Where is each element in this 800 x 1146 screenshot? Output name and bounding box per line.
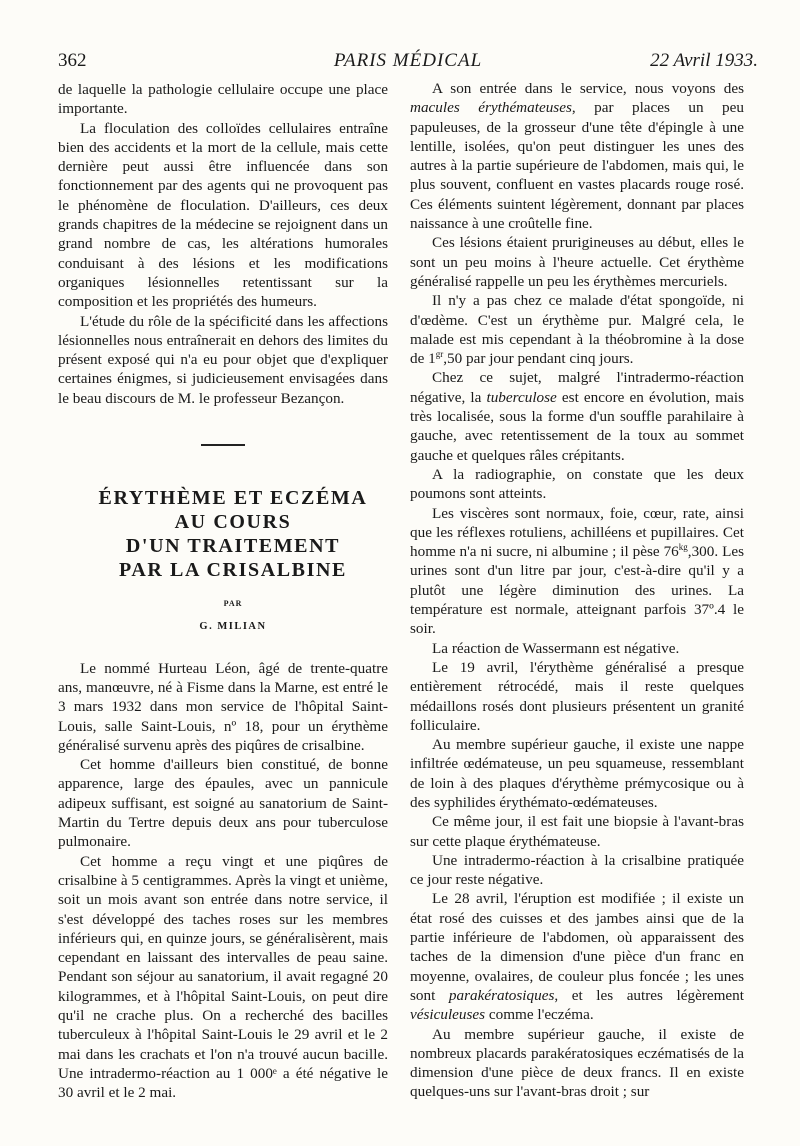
paragraph: Cet homme d'ailleurs bien constitué, de bonne apparence, large des épaules, avec un pannicule adipeux suffisant, est soigné au sanatorium de Saint-Martin du Tertre depuis deux ans pour tuberculose pulmonaire. [58,756,388,851]
paragraph: Le 28 avril, l'éruption est modifiée ; il existe un état rosé des cuisses et des jambes ainsi que de la partie inférieure de l'abdomen, où apparaissent des taches de la dimension d'une pièce d'un franc en moyenne, ovalaires, de couleur plus foncée ; les unes sont parakératosiques, et les autres légèrement vésiculeuses comme l'eczéma. [410,890,744,1024]
paragraph: L'étude du rôle de la spécificité dans les affections lésionnelles nous entraînerait en dehors des limites du présent exposé qui n'a eu pour objet que d'expliquer certaines énigmes, si judicieusement envisagées dans le beau discours de M. le professeur Bezançon. [58,312,388,407]
right-column [410,79,744,1102]
article-title: ÉRYTHÈME ET ECZÉMA AU COURS D'UN TRAITEMENT PAR LA CRISALBINE [98,487,368,582]
byline-par: PAR [223,599,243,609]
issue-date: 22 Avril 1933. [650,50,758,71]
page-header [58,50,758,74]
left-column [58,80,388,1102]
section-divider [201,444,245,446]
paragraph: A la radiographie, on constate que les deux poumons sont atteints. [410,465,744,503]
paragraph: Le 19 avril, l'érythème généralisé a presque entièrement rétrocédé, mais il reste quelques médaillons rosés dont plusieurs présentent un granité folliculaire. [410,658,744,734]
paragraph: Chez ce sujet, malgré l'intradermo-réaction négative, la tuberculose est encore en évolution, mais très localisée, sous la forme d'un souffle parahilaire à gauche, avec retentissement de la toux au sommet gauche et quelques râles crépitants. [410,369,744,464]
paragraph: Au membre supérieur gauche, il existe de nombreux placards parakératosiques eczématisés de la dimension d'une pièce de deux francs. Il en existe quelques-uns sur l'avant-bras droit ; sur [410,1025,744,1101]
paragraph: Ces lésions étaient prurigineuses au début, elles le sont un peu moins à l'heure actuelle. Cet érythème généralisé rappelle un peu les érythèmes mercuriels. [410,234,744,290]
paragraph: Au membre supérieur gauche, il existe une nappe infiltrée œdémateuse, un peu squameuse, ressemblant de loin à des plaques d'érythème prémycosique ou à des syphilides érythémato-œdémateuses. [410,736,744,811]
paragraph: Une intradermo-réaction à la crisalbine pratiquée ce jour reste négative. [410,851,744,889]
paragraph: Il n'y a pas chez ce malade d'état spongoïde, ni d'œdème. C'est un érythème pur. Malgré cela, le malade est mis cependant à la théobromine à la dose de $1^{gr},50$ par jour pendant cinq jours. [410,292,744,368]
paragraph: Ce même jour, il est fait une biopsie à l'avant-bras sur cette plaque érythémateuse. [410,813,744,850]
paragraph: La réaction de Wassermann est négative. [432,639,680,657]
paragraph: La floculation des colloïdes cellulaires entraîne bien des accidents et la mort de la cellule, mais cette dernière peut aussi être influencée dans son fonctionnement par des agents qui ne provoquent pas le phénomène de floculation. D'ailleurs, ces deux grands chapitres de la médecine se rejoignent dans un grand nombre de cas, les altérations humorales conduisant à des lésions et les modifications organiques lésionnelles retentissant sur la composition et les propriétés des humeurs. [58,119,388,311]
page-number: 362 [58,50,87,71]
paragraph: A son entrée dans le service, nous voyons des macules érythémateuses, par places un peu papuleuses, de la grosseur d'une tête d'épingle à une lentille, isolées, qu'on peut distinguer les unes des autres à la partie supérieure de l'abdomen, mais qui, le plus souvent, confluent en vastes placards rouge rosé. Ces éléments suintent légèrement, donnant par places naissance à une croûtelle fine. [410,80,744,233]
paragraph: Les viscères sont normaux, foie, cœur, rate, ainsi que les réflexes rotuliens, achilléens et pupillaires. Cet homme n'a ni sucre, ni albumine ; il pèse $76^{kg},300$. Les urines sont d'un litre par jour, c'est-à-dire qu'il y a plutôt une légère diminution des urines. La température est normale, atteignant parfois 37º.4 le soir. [410,504,744,638]
paragraph: de laquelle la pathologie cellulaire occupe une place importante. [58,81,388,118]
author-name: G. MILIAN [199,621,267,633]
paragraph: Le nommé Hurteau Léon, âgé de trente-quatre ans, manœuvre, né à Fisme dans la Marne, est entré le 3 mars 1932 dans mon service de l'hôpital Saint-Louis, salle Saint-Louis, nº 18, pour un érythème généralisé survenu après des piqûres de crisalbine. [58,659,388,754]
paragraph: Cet homme a reçu vingt et une piqûres de crisalbine à 5 centigrammes. Après la vingt et unième, soit un mois avant son entrée dans notre service, il s'est développé des taches roses sur les membres inférieurs qui, en quinze jours, se généralisèrent, mais cependant en laissant des intervalles de peau saine. Pendant son séjour au sanatorium, il avait regagné 20 kilogrammes, et à l'hôpital Saint-Louis, on peut dire qu'il ne crache plus. On a recherché des bacilles tuberculeux à l'hôpital Saint-Louis le 29 avril et le 2 mai dans les crachats et l'on n'a trouvé aucun bacille. Une intradermo-réaction au 1 000ᵉ a été négative le 30 avril et le 2 mai. [58,852,388,1102]
journal-title: PARIS MÉDICAL [333,50,483,71]
